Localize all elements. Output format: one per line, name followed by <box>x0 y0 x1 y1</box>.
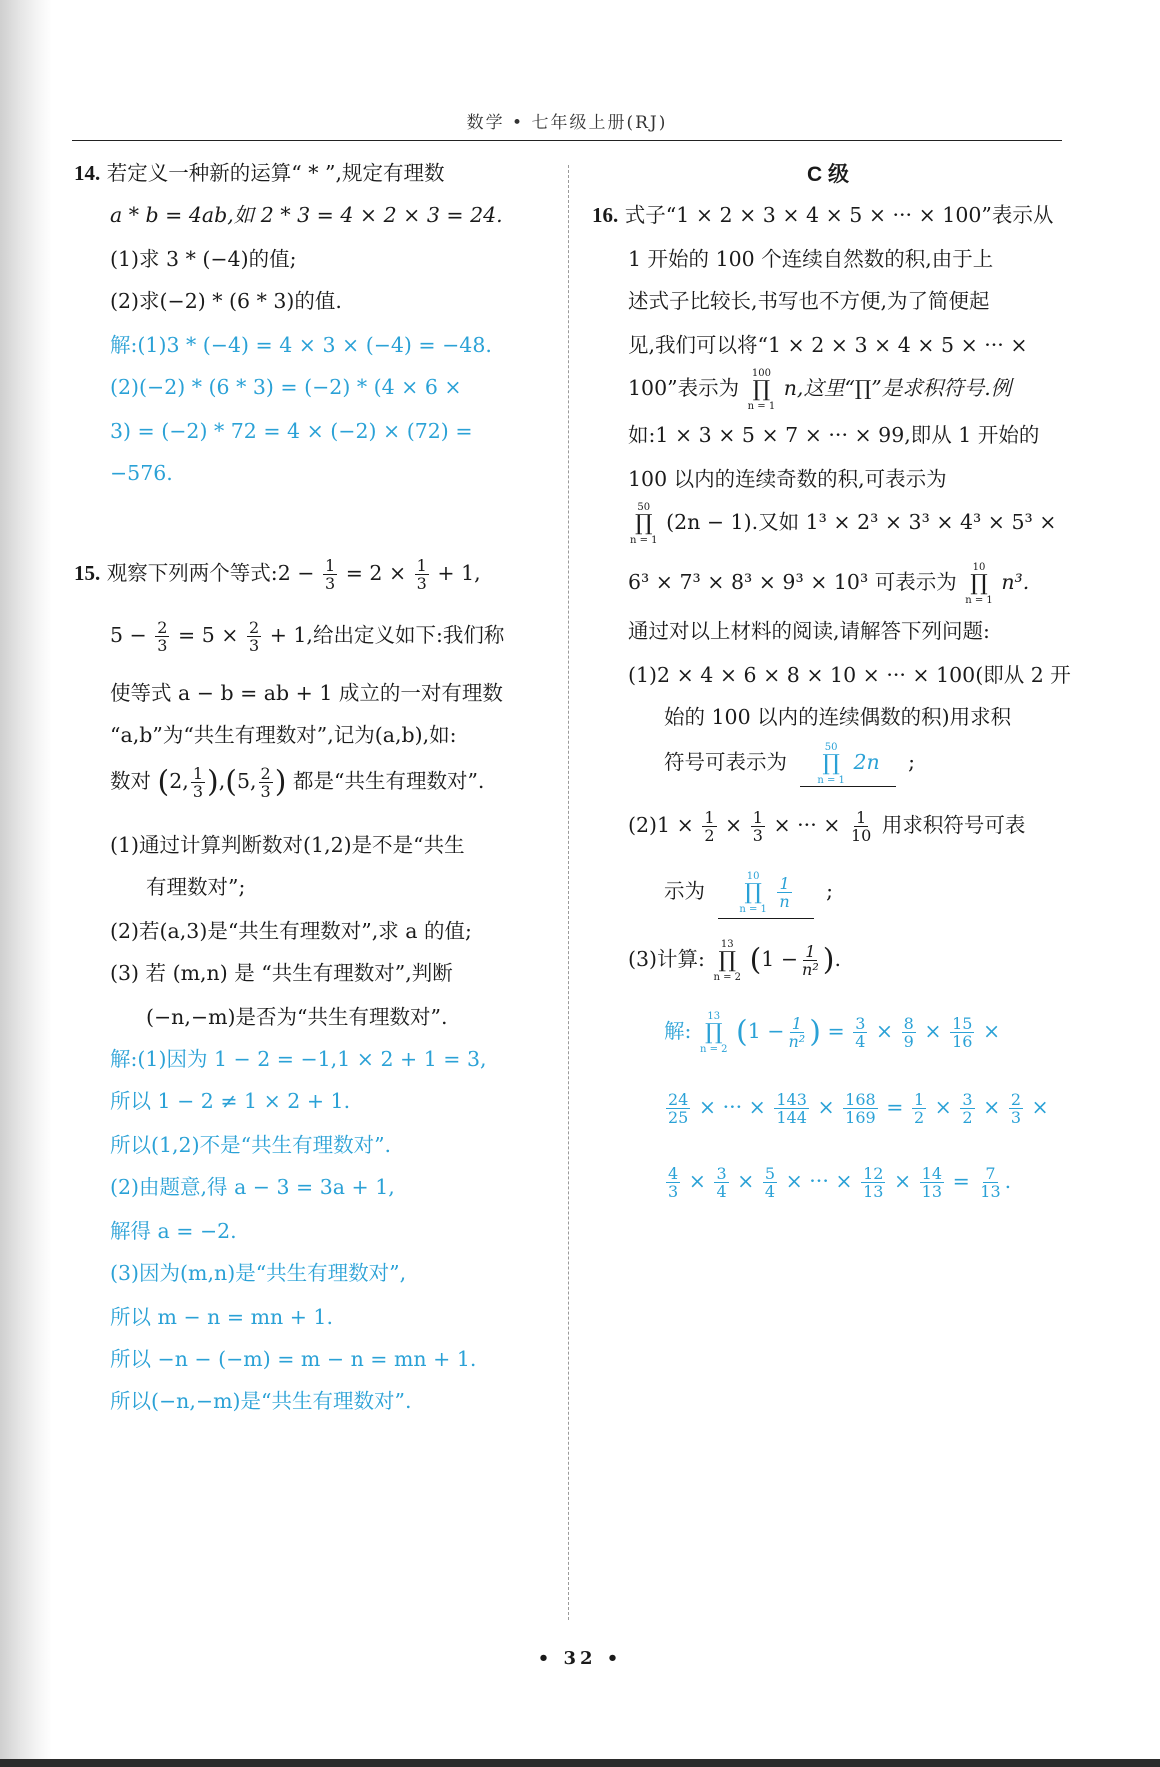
numerator: 1 <box>856 808 867 827</box>
paren: ( <box>157 764 170 800</box>
fraction <box>902 1015 916 1050</box>
q16-text: 100”表示为 <box>628 376 740 400</box>
fraction <box>777 875 791 910</box>
q15-answer-2: 所以 1 − 2 ≠ 1 × 2 + 1. <box>110 1089 351 1113</box>
denominator: 4 <box>764 1182 776 1201</box>
upper-limit: 50 <box>637 501 651 513</box>
paren: ) <box>809 1014 821 1050</box>
denominator: 4 <box>855 1032 866 1051</box>
q16-text: × <box>982 1019 1001 1043</box>
q14-part-1: (1)求 3 * (−4)的值; <box>110 247 297 271</box>
q15-text: + 1,给出定义如下:我们称 <box>269 623 505 647</box>
q16-line-2: 1 开始的 100 个连续自然数的积,由于上 <box>628 247 994 271</box>
paren: ( <box>749 942 762 978</box>
q14-answer-3: 3) = (−2) * 72 = 4 × (−2) × (72) = <box>110 419 473 443</box>
denominator: 3 <box>752 826 763 845</box>
header-title: 数学 • 七年级上册(RJ) <box>466 113 668 133</box>
denominator: 3 <box>1010 1108 1022 1127</box>
paren: ( <box>736 1014 748 1050</box>
numerator: 4 <box>668 1164 679 1183</box>
q14-text: 若定义一种新的运算“ * ”,规定有理数 <box>106 161 445 185</box>
q16-text: 1 − <box>747 1019 785 1043</box>
q16-text: (2)1 × <box>628 813 694 837</box>
q15-line-4: “a,b”为“共生有理数对”,记为(a,b),如: <box>110 723 457 747</box>
q15-line-5: 数对 (2, $\frac{1}{3}$ ),(5, $\frac{2}{3}$ ) 都是“共生有理数对”. <box>110 764 485 801</box>
answer-blank-1 <box>800 738 896 787</box>
page-number: • 32 • <box>537 1648 623 1669</box>
q15-answer-6: (3)因为(m,n)是“共生有理数对”, <box>110 1261 407 1285</box>
q15-part-2: (2)若(a,3)是“共生有理数对”,求 a 的值; <box>110 919 472 943</box>
q16-part-2-blank-line <box>664 864 833 918</box>
q16-solution-3 <box>664 1154 1011 1208</box>
q16-text: × <box>737 1169 755 1193</box>
denominator: n² <box>802 960 819 979</box>
fraction <box>853 1015 867 1050</box>
fraction <box>247 619 261 654</box>
fraction <box>787 1015 808 1050</box>
q16-text: (2n − 1).又如 1³ × 2³ × 3³ × 4³ × 5³ × <box>666 510 1057 534</box>
q15-part-1: (1)通过计算判断数对(1,2)是不是“共生 <box>110 833 465 857</box>
q16-text: × ··· × <box>773 813 841 837</box>
fraction <box>849 809 873 844</box>
numerator: 2 <box>260 764 271 783</box>
q16-text: × <box>1031 1095 1049 1119</box>
fraction <box>191 765 205 800</box>
fraction <box>666 1165 680 1200</box>
q16-text: = <box>952 1169 970 1193</box>
fraction <box>960 1091 974 1126</box>
q16-text: × <box>688 1169 706 1193</box>
q15-text: 都是“共生有理数对”. <box>292 769 485 793</box>
lower-limit: n = 2 <box>713 971 742 983</box>
product-symbol <box>700 1011 728 1055</box>
product-symbol <box>965 562 993 606</box>
numerator: 1 <box>752 808 763 827</box>
q16-line-1 <box>592 200 1053 230</box>
upper-limit: 100 <box>751 367 771 379</box>
upper-limit: 10 <box>746 870 760 882</box>
q15-answer-5: 解得 a = −2. <box>110 1219 237 1243</box>
numerator: 2 <box>1010 1090 1022 1109</box>
q16-text: × <box>893 1169 912 1193</box>
denominator: 2 <box>704 826 715 845</box>
numerator: 1 <box>416 556 427 575</box>
denominator: 13 <box>980 1182 1001 1201</box>
denominator: 2 <box>913 1108 925 1127</box>
denominator: 13 <box>921 1182 943 1201</box>
fraction <box>259 765 273 800</box>
q16-text: × <box>983 1095 1001 1119</box>
denominator: 3 <box>157 636 168 655</box>
column-divider <box>568 165 569 1620</box>
fraction <box>666 1091 690 1126</box>
denominator: 16 <box>952 1032 973 1051</box>
q16-text: = <box>886 1095 904 1119</box>
pi-symbol: ∏ <box>635 510 653 536</box>
q15-answer-4: (2)由题意,得 a − 3 = 3a + 1, <box>110 1175 395 1199</box>
q15-answer-8: 所以 −n − (−m) = m − n = mn + 1. <box>110 1347 477 1371</box>
page-edge-shadow <box>0 0 52 1767</box>
fraction <box>415 557 429 592</box>
q16-solution-1 <box>664 1004 1000 1058</box>
q15-text: 5 − <box>110 623 147 647</box>
numerator: 14 <box>921 1164 943 1183</box>
numerator: 3 <box>716 1164 727 1183</box>
numerator: 8 <box>903 1014 914 1033</box>
q16-part-1-cont: 始的 100 以内的连续偶数的积)用求积 <box>664 705 1012 729</box>
q15-line-2 <box>110 610 504 660</box>
q15-line-1 <box>74 548 481 598</box>
lower-limit: n = 1 <box>965 594 993 606</box>
q15-answer-1: 解:(1)因为 1 − 2 = −1,1 × 2 + 1 = 3, <box>110 1047 487 1071</box>
q16-text: 示为 <box>664 879 705 903</box>
q16-text: 1 − <box>761 947 799 971</box>
lower-limit: n = 2 <box>699 1043 728 1055</box>
q16-text: (3)计算: <box>628 947 705 971</box>
q16-line-9 <box>628 558 1029 606</box>
pi-symbol: ∏ <box>970 570 988 596</box>
denominator: 3 <box>416 574 427 593</box>
q16-part-1: (1)2 × 4 × 6 × 8 × 10 × ··· × 100(即从 2 开 <box>628 663 1071 687</box>
denominator: 3 <box>192 782 203 801</box>
fraction <box>714 1165 728 1200</box>
q14-definition: a * b = 4ab,如 2 * 3 = 4 × 2 × 3 = 24. <box>110 203 503 227</box>
q16-text: × <box>817 1095 835 1119</box>
fraction <box>912 1091 926 1126</box>
numerator: 24 <box>668 1090 689 1109</box>
numerator: 12 <box>863 1164 884 1183</box>
paren: ) <box>207 764 219 800</box>
q15-text: = 2 × <box>345 561 407 585</box>
numerator: 1 <box>704 808 715 827</box>
numerator: 1 <box>791 1014 802 1033</box>
denominator: n <box>779 892 790 911</box>
q15-line-3: 使等式 a − b = ab + 1 成立的一对有理数 <box>110 681 503 705</box>
numerator: 7 <box>985 1164 996 1183</box>
denominator: 169 <box>845 1108 876 1127</box>
q16-text: 6³ × 7³ × 8³ × 9³ × 10³ 可表示为 <box>628 570 957 594</box>
q16-text: ; <box>826 879 833 903</box>
level-heading: C 级 <box>807 163 849 186</box>
q16-text: × <box>875 1019 894 1043</box>
q16-text: × <box>924 1019 942 1043</box>
q16-line-7: 100 以内的连续奇数的积,可表示为 <box>628 467 947 491</box>
q15-text: 观察下列两个等式:2 − <box>106 561 315 585</box>
q15-text: 数对 <box>110 769 151 793</box>
pi-symbol: ∏ <box>822 750 840 776</box>
paren: ) <box>274 764 287 800</box>
q16-line-4: 见,我们可以将“1 × 2 × 3 × 4 × 5 × ··· × <box>628 333 1028 357</box>
q16-text: × <box>725 813 743 837</box>
paren: ) <box>822 942 835 978</box>
q16-text: = <box>827 1019 845 1043</box>
q16-text: 式子“1 × 2 × 3 × 4 × 5 × ··· × 100”表示从 <box>624 203 1054 227</box>
numerator: 3 <box>855 1014 866 1033</box>
denominator: 3 <box>324 574 336 593</box>
q16-text: × ··· × <box>785 1169 853 1193</box>
q14-answer-4: −576. <box>110 461 173 485</box>
bottom-bar <box>0 1759 1160 1767</box>
numerator: 3 <box>962 1090 973 1109</box>
fraction <box>920 1165 944 1200</box>
pi-symbol: ∏ <box>752 376 771 402</box>
q16-line-3: 述式子比较长,书写也不方便,为了简便起 <box>628 289 990 313</box>
numerator: 1 <box>324 556 336 575</box>
q15-answer-9: 所以(−n,−m)是“共生有理数对”. <box>110 1389 412 1413</box>
question-number: 14. <box>74 161 101 185</box>
numerator: 5 <box>764 1164 776 1183</box>
numerator: 1 <box>192 764 203 783</box>
q16-part-2 <box>628 800 1025 850</box>
pi-symbol: ∏ <box>744 879 762 905</box>
q15-answer-3: 所以(1,2)不是“共生有理数对”. <box>110 1133 392 1157</box>
numerator: 1 <box>805 942 816 961</box>
q14-answer-2: (2)(−2) * (6 * 3) = (−2) * (4 × 6 × <box>110 375 462 399</box>
denominator: 10 <box>850 826 872 845</box>
fraction <box>800 943 821 978</box>
lower-limit: n = 1 <box>739 903 767 915</box>
denominator: 9 <box>903 1032 914 1051</box>
blank-answer: 2n <box>853 750 880 774</box>
q15-text: = 5 × <box>178 623 239 647</box>
numerator: 168 <box>845 1090 876 1109</box>
numerator: 2 <box>248 618 260 637</box>
q14-line-2 <box>110 200 503 230</box>
product-symbol <box>748 368 776 412</box>
numerator: 143 <box>776 1090 807 1109</box>
q15-part-3: (3) 若 (m,n) 是 “共生有理数对”,判断 <box>110 961 453 985</box>
lower-limit: n = 1 <box>817 774 845 786</box>
numerator: 15 <box>952 1014 973 1033</box>
denominator: 13 <box>863 1182 884 1201</box>
q16-text: . <box>834 947 841 971</box>
upper-limit: 13 <box>707 1010 721 1022</box>
q16-line-6: 如:1 × 3 × 5 × 7 × ··· × 99,即从 1 开始的 <box>628 423 1040 447</box>
q15-part-1-cont: 有理数对”; <box>146 875 246 899</box>
product-symbol <box>817 742 845 786</box>
q16-text: × ··· × <box>698 1095 766 1119</box>
q16-line-5 <box>628 364 1011 412</box>
denominator: 2 <box>962 1108 973 1127</box>
q16-text: × <box>934 1095 952 1119</box>
q14-answer-1: 解:(1)3 * (−4) = 4 × 3 × (−4) = −48. <box>110 333 492 357</box>
q15-answer-7: 所以 m − n = mn + 1. <box>110 1305 333 1329</box>
fraction <box>763 1165 777 1200</box>
q16-text: n,这里“∏”是求积符号.例 <box>783 376 1012 400</box>
denominator: 144 <box>776 1108 807 1127</box>
question-number: 16. <box>592 203 619 227</box>
q16-text: n³. <box>1001 570 1030 594</box>
q16-solution-2 <box>664 1080 1049 1134</box>
denominator: 3 <box>668 1182 679 1201</box>
numerator: 1 <box>913 1090 925 1109</box>
fraction <box>155 619 169 654</box>
pi-symbol: ∏ <box>718 947 737 973</box>
q16-text: . <box>1004 1169 1012 1193</box>
denominator: 3 <box>248 636 260 655</box>
product-symbol <box>739 871 767 915</box>
product-symbol <box>630 502 658 546</box>
q15-part-3-cont: (−n,−m)是否为“共生有理数对”. <box>146 1005 448 1029</box>
q16-line-8 <box>628 498 1056 546</box>
q16-text: 符号可表示为 <box>664 750 787 774</box>
fraction <box>774 1091 809 1126</box>
denominator: 25 <box>668 1108 689 1127</box>
upper-limit: 10 <box>972 561 986 573</box>
q16-text: ; <box>908 750 915 774</box>
q16-part-3 <box>628 934 841 984</box>
q15-text: + 1, <box>437 561 481 585</box>
answer-blank-2 <box>718 864 814 919</box>
denominator: n² <box>788 1032 806 1051</box>
question-number: 15. <box>74 561 101 585</box>
fraction <box>1009 1091 1023 1126</box>
upper-limit: 13 <box>720 938 734 950</box>
q14-part-2: (2)求(−2) * (6 * 3)的值. <box>110 289 342 313</box>
numerator: 2 <box>157 618 168 637</box>
q14-line-1 <box>74 158 445 188</box>
product-symbol <box>713 939 741 983</box>
lower-limit: n = 1 <box>747 400 776 412</box>
solution-label: 解: <box>664 1019 692 1043</box>
denominator: 4 <box>716 1182 727 1201</box>
fraction <box>978 1165 1002 1200</box>
numerator: 1 <box>779 874 790 893</box>
fraction <box>751 809 765 844</box>
q16-line-10: 通过对以上材料的阅读,请解答下列问题: <box>628 619 990 643</box>
pi-symbol: ∏ <box>704 1019 723 1045</box>
fraction <box>950 1015 974 1050</box>
fraction <box>702 809 716 844</box>
page-header <box>72 108 1062 141</box>
paren: ( <box>225 764 237 800</box>
upper-limit: 50 <box>824 741 838 753</box>
fraction <box>843 1091 878 1126</box>
denominator: 3 <box>260 782 271 801</box>
lower-limit: n = 1 <box>630 534 658 546</box>
q16-text: 用求积符号可表 <box>881 813 1026 837</box>
q16-part-1-blank-line <box>664 738 915 786</box>
fraction <box>323 557 337 592</box>
fraction <box>861 1165 885 1200</box>
